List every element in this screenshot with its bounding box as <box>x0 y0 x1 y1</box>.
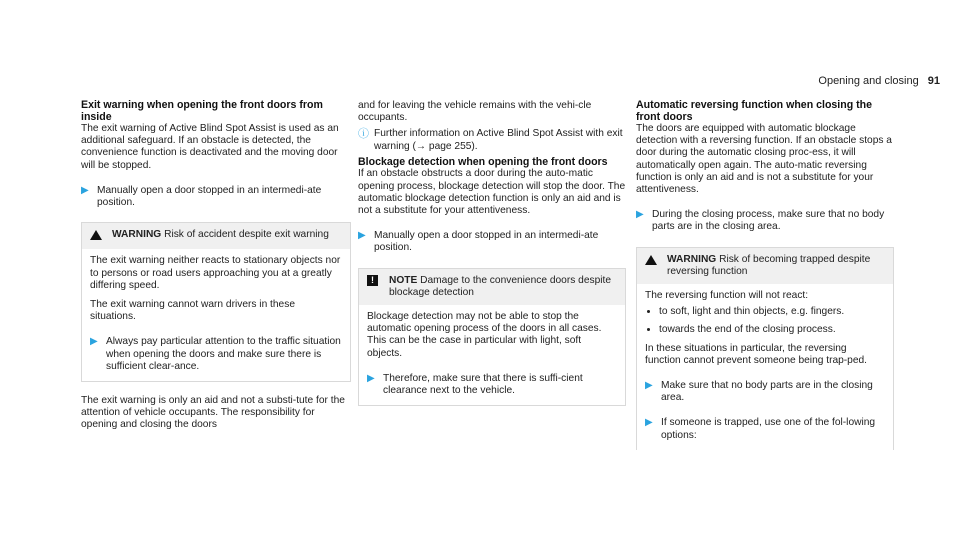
warning-body <box>82 249 350 381</box>
instruction-step <box>367 373 617 397</box>
note-box <box>358 268 626 407</box>
warning-body <box>637 284 893 450</box>
column-2 <box>358 100 626 406</box>
warning-header <box>82 223 350 249</box>
note-paragraph: Blockage detection may not be able to stop the automatic opening process of the doors in all cases. This can be the case in particular with light, soft objects. <box>367 310 602 359</box>
warning-triangle-icon <box>645 254 667 278</box>
list-item: • to soft, light and thin objects, e.g. fingers. <box>659 306 885 318</box>
warning-header <box>637 248 893 284</box>
warning-box <box>636 247 894 450</box>
warning-bullet-list <box>645 306 885 336</box>
instruction-step <box>358 230 626 254</box>
step-text: Manually open a door stopped in an intermedi-ate position. <box>374 230 599 254</box>
list-item: • towards the end of the closing process. <box>659 324 885 336</box>
page-header <box>740 75 940 87</box>
warning-title: Risk of accident despite exit warning <box>164 229 329 241</box>
note-body <box>359 305 625 405</box>
arrow-right-icon: ▶ <box>645 417 653 429</box>
warning-paragraph: The exit warning cannot warn drivers in these situations. <box>90 299 295 323</box>
warning-paragraph: In these situations in particular, the reversing function cannot prevent someone being trap-ped. <box>645 342 868 366</box>
arrow-right-icon: ▶ <box>90 336 98 348</box>
info-note <box>358 128 626 152</box>
note-label: NOTE <box>389 274 418 286</box>
arrow-right-icon: ▶ <box>81 184 89 196</box>
step-text: If someone is trapped, use one of the fol-lowing options: <box>661 417 876 441</box>
info-text[interactable]: Further information on Active Blind Spot Assist with exit warning (→ page 255). <box>374 128 623 152</box>
warning-paragraph: The exit warning neither reacts to stationary objects nor to persons or road users approaching you at a greatly differing speed. <box>90 255 341 291</box>
instruction-step <box>90 336 342 373</box>
paragraph-continued: and for leaving the vehicle remains with the vehi-cle occupants. <box>358 100 592 124</box>
instruction-step <box>645 417 885 441</box>
heading-exit-warning: Exit warning when opening the front doors from inside <box>81 99 323 123</box>
warning-box <box>81 222 351 382</box>
info-icon: ⓘ <box>358 128 369 141</box>
arrow-right-icon: ▶ <box>645 380 653 392</box>
column-3 <box>636 100 894 450</box>
paragraph-outro: The exit warning is only an aid and not a substi-tute for the attention of vehicle occupants. The responsibility for opening and closing the doors <box>81 395 345 431</box>
instruction-step <box>636 209 894 233</box>
heading-automatic-reversing: Automatic reversing function when closing the front doors <box>636 99 873 123</box>
heading-blockage-detection: Blockage detection when opening the front doors <box>358 155 608 168</box>
warning-title: Risk of becoming trapped despite reversing function <box>667 253 871 277</box>
instruction-step <box>645 380 885 404</box>
step-text: Make sure that no body parts are in the closing area. <box>661 380 873 404</box>
step-text: Therefore, make sure that there is suffi-cient clearance next to the vehicle. <box>383 372 583 396</box>
step-text: Always pay particular attention to the traffic situation when opening the doors and make sure there is sufficient clear-ance. <box>106 336 341 372</box>
step-text: Manually open a door stopped in an intermedi-ate position. <box>97 184 322 209</box>
arrow-right-icon: ▶ <box>367 372 375 384</box>
column-1 <box>81 100 351 432</box>
paragraph-intro: The doors are equipped with automatic blockage detection with a reversing function. If an obstacle stops a door during the automatic closing proc-ess, it will automatically open again. The auto-matic reversing function is only an aid and is not a substitute for your attentiveness. <box>636 123 892 196</box>
warning-paragraph: The reversing function will not react: <box>645 290 809 302</box>
instruction-step <box>81 185 351 209</box>
paragraph-intro: If an obstacle obstructs a door during the auto-matic opening process, blockage detection will stop the door. The automatic blockage detection function is only an aid and is not a substitute for your attentiveness. <box>358 168 626 216</box>
paragraph-intro: The exit warning of Active Blind Spot Assist is used as an additional safeguard. If an obstacle is detected, the convenience function is deactivated and the moving door will be stopped. <box>81 123 339 171</box>
arrow-right-icon: ▶ <box>636 209 644 221</box>
step-text: During the closing process, make sure that no body parts are in the closing area. <box>652 209 885 233</box>
section-title: Opening and closing <box>818 75 919 87</box>
arrow-right-icon: ▶ <box>358 230 366 242</box>
exclamation-icon: ! <box>367 275 389 299</box>
note-header <box>359 269 625 305</box>
warning-label: WARNING <box>667 253 717 265</box>
warning-triangle-icon <box>90 229 112 243</box>
page-number: 91 <box>927 75 940 87</box>
warning-label: WARNING <box>112 229 162 241</box>
note-title: Damage to the convenience doors despite blockage detection <box>389 274 612 298</box>
